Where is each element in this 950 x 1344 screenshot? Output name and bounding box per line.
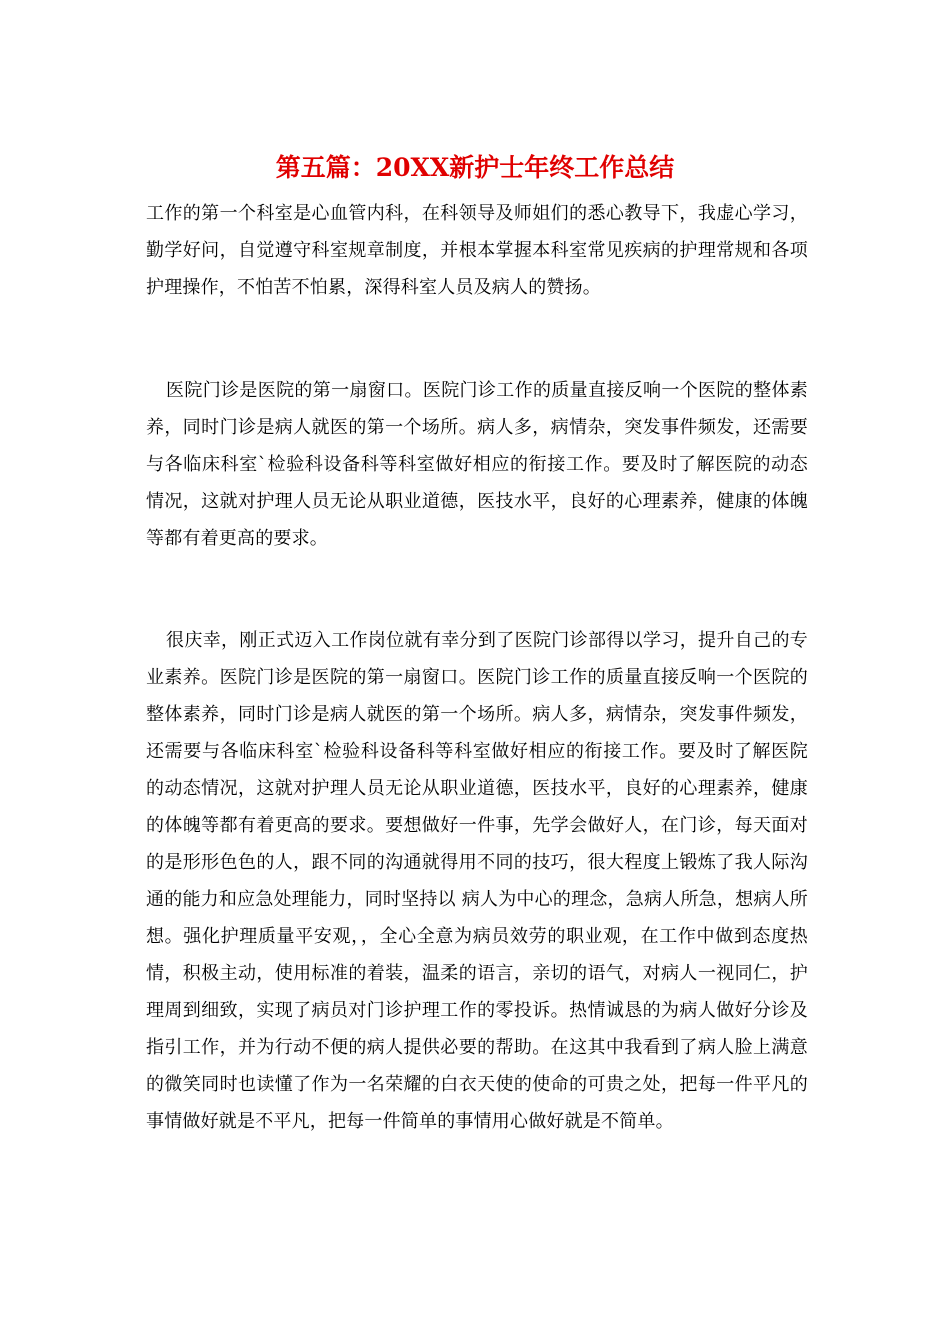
paragraph-3: 很庆幸，刚正式迈入工作岗位就有幸分到了医院门诊部得以学习，提升自己的专业素养。医院门诊是医院的第一扇窗口。医院门诊工作的质量直接反响一个医院的整体素养，同时门诊是病人就医的第一个场所。病人多，病情杂，突发事件频发，还需要与各临床科室`检验科设备科等科室做好相应的衔接工作。要及时了解医院的动态情况，这就对护理人员无论从职业道德，医技水平，良好的心理素养，健康的体魄等都有着更高的要求。要想做好一件事，先学会做好人，在门诊，每天面对的是形形色色的人，跟不同的沟通就得用不同的技巧，很大程度上锻炼了我人际沟通的能力和应急处理能力，同时坚持以 病人为中心的理念，急病人所急，想病人所想。强化护理质量平安观，，全心全意为病员效劳的职业观，在工作中做到态度热情，积极主动，使用标准的着装，温柔的语言，亲切的语气，对病人一视同仁，护理周到细致，实现了病员对门诊护理工作的零投诉。热情诚恳的为病人做好分诊及指引工作，并为行动不便的病人提供必要的帮助。在这其中我看到了病人脸上满意的微笑同时也读懂了作为一名荣耀的白衣天使的使命的可贵之处，把每一件平凡的事情做好就是不平凡，把每一件简单的事情用心做好就是不简单。 [146, 630, 808, 1132]
document-title: 第五篇：20XX新护士年终工作总结 [275, 153, 675, 182]
paragraph-2: 医院门诊是医院的第一扇窗口。医院门诊工作的质量直接反响一个医院的整体素养，同时门诊是病人就医的第一个场所。病人多，病情杂，突发事件频发，还需要与各临床科室`检验科设备科等科室做好相应的衔接工作。要及时了解医院的动态情况，这就对护理人员无论从职业道德，医技水平，良好的心理素养，健康的体魄等都有着更高的要求。 [146, 380, 808, 549]
paragraph-1: 工作的第一个科室是心血管内科，在科领导及师姐们的悉心教导下，我虚心学习，勤学好问，自觉遵守科室规章制度，并根本掌握本科室常见疾病的护理常规和各项护理操作，不怕苦不怕累，深得科室人员及病人的赞扬。 [146, 203, 808, 298]
